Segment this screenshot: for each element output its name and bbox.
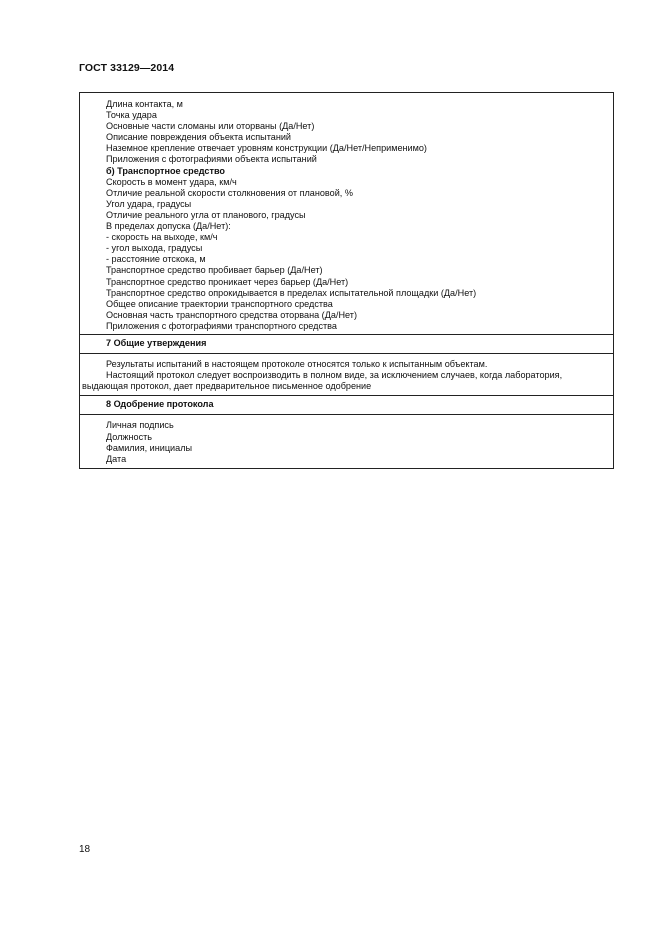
test-report-table xyxy=(79,92,614,469)
param-line-contact-length: Длина контакта, м xyxy=(106,99,183,109)
param-line-barrier-breach: Транспортное средство пробивает барьер (Да/Нет) xyxy=(106,265,323,276)
approval-line-signature: Личная подпись xyxy=(106,420,174,431)
reproduction-statement-line-2: выдающая протокол, дает предварительное письменное одобрение xyxy=(82,381,372,392)
test-results-cell xyxy=(80,93,613,335)
param-line-object-photos: Приложения с фотографиями объекта испытаний xyxy=(106,154,317,165)
param-line-exit-angle: - угол выхода, градусы xyxy=(106,243,203,254)
param-line-damage-description: Описание повреждения объекта испытаний xyxy=(106,132,292,143)
param-line-parts-broken: Основные части сломаны или оторваны (Да/Нет) xyxy=(106,121,315,132)
param-line-impact-point: Точка удара xyxy=(106,110,157,121)
document-code-header: ГОСТ 33129—2014 xyxy=(79,62,175,74)
general-statement-paragraph: Результаты испытаний в настоящем протоколе относятся только к испытанным объектам. xyxy=(106,359,488,370)
page-number: 18 xyxy=(79,844,91,855)
param-line-impact-angle: Угол удара, градусы xyxy=(106,198,192,209)
section-8-heading-cell xyxy=(80,396,613,415)
param-line-angle-deviation: Отличие реального угла от планового, градусы xyxy=(106,209,306,220)
param-line-ground-fixing: Наземное крепление отвечает уровням конструкции (Да/Нет/Неприменимо) xyxy=(106,143,427,154)
section-7-heading-cell xyxy=(80,335,613,354)
approval-line-name: Фамилия, инициалы xyxy=(106,442,193,453)
param-line-barrier-penetration: Транспортное средство проникает через барьер (Да/Нет) xyxy=(106,276,349,287)
param-line-rollover: Транспортное средство опрокидывается в пределах испытательной площадки (Да/Нет) xyxy=(106,287,477,298)
section-7-heading: 7 Общие утверждения xyxy=(106,337,207,348)
param-line-impact-speed: Скорость в момент удара, км/ч xyxy=(106,176,237,187)
vehicle-subheading: б) Транспортное средство xyxy=(106,165,225,176)
param-line-vehicle-part-detached: Основная часть транспортного средства оторвана (Да/Нет) xyxy=(106,309,357,320)
section-8-body-cell xyxy=(80,415,613,467)
param-line-within-tolerance: В пределах допуска (Да/Нет): xyxy=(106,221,231,232)
approval-line-position: Должность xyxy=(106,431,153,442)
param-line-rebound-distance: - расстояние отскока, м xyxy=(106,254,206,265)
param-line-speed-deviation: Отличие реальной скорости столкновения от плановой, % xyxy=(106,187,353,198)
param-line-trajectory: Общее описание траектории транспортного средства xyxy=(106,298,333,309)
approval-line-date: Дата xyxy=(106,453,127,464)
section-8-heading: 8 Одобрение протокола xyxy=(106,399,214,410)
reproduction-statement-line-1: Настоящий протокол следует воспроизводить в полном виде, за исключением случаев, когда лаборатория, xyxy=(106,370,563,381)
param-line-vehicle-photos: Приложения с фотографиями транспортного средства xyxy=(106,320,337,331)
section-7-body-cell xyxy=(80,354,613,396)
param-line-exit-speed: - скорость на выходе, км/ч xyxy=(106,232,218,243)
